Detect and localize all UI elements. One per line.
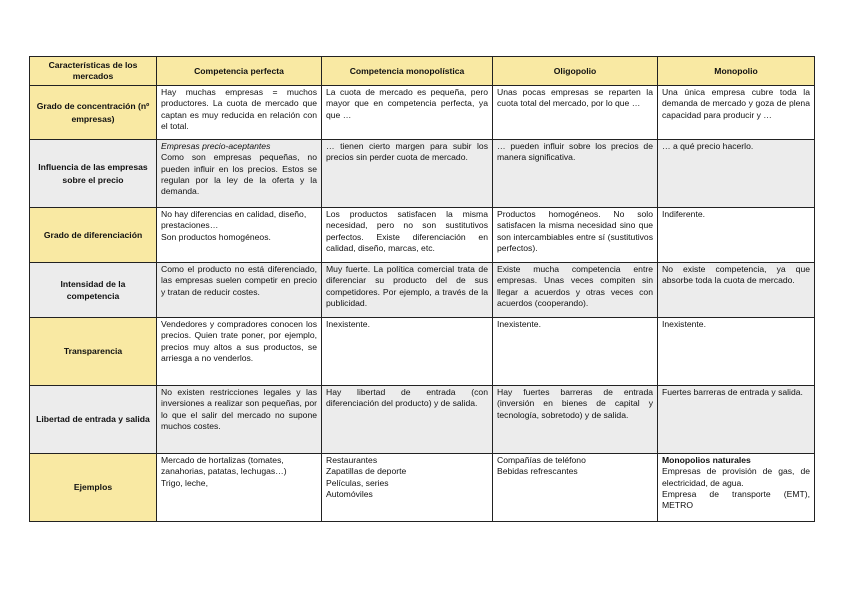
cell-monopoly (658, 454, 815, 522)
row-label: Grado de diferenciación (30, 208, 157, 263)
header-monopoly: Monopolio (658, 57, 815, 86)
cell-perfect: No existen restricciones legales y las inversiones a realizar son pequeñas, por lo que el salir del mercado no supone muchos costes. (157, 386, 322, 454)
header-perfect-competition: Competencia perfecta (157, 57, 322, 86)
cell-monopolistic: Hay libertad de entrada (con diferenciación del producto) y de salida. (322, 386, 493, 454)
cell-monopolistic: Muy fuerte. La política comercial trata de diferenciar su producto del de sus competidores. Por ejemplo, a través de la publicidad. (322, 263, 493, 318)
example-line: Películas, series (326, 477, 389, 488)
cell-oligopoly: Existe mucha competencia entre empresas. Unas veces compiten sin llegar a acuerdos y otras veces con acuerdos (cooperando). (493, 263, 658, 318)
cell-oligopoly: … pueden influir sobre los precios de manera significativa. (493, 140, 658, 208)
market-comparison-table (29, 56, 815, 522)
example-title: Monopolios naturales (662, 455, 751, 465)
cell-perfect-line-2: Son productos homogéneos. (161, 231, 271, 242)
cell-oligopoly (493, 454, 658, 522)
row-label: Libertad de entrada y salida (30, 386, 157, 454)
example-line: Bebidas refrescantes (497, 466, 578, 477)
row-differentiation (30, 208, 815, 263)
row-examples (30, 454, 815, 522)
cell-monopolistic (322, 454, 493, 522)
cell-monopoly: … a qué precio hacerlo. (658, 140, 815, 208)
row-transparency (30, 318, 815, 386)
header-monopolistic-competition: Competencia monopolística (322, 57, 493, 86)
cell-perfect (157, 140, 322, 208)
cell-oligopoly: Inexistente. (493, 318, 658, 386)
cell-monopolistic: La cuota de mercado es pequeña, pero mayor que en competencia perfecta, ya que … (322, 86, 493, 140)
cell-perfect (157, 208, 322, 263)
row-competition-intensity (30, 263, 815, 318)
row-label: Influencia de las empresas sobre el precio (30, 140, 157, 208)
example-line: Trigo, leche, (161, 477, 208, 488)
row-label: Grado de concentración (nº empresas) (30, 86, 157, 140)
row-label: Transparencia (30, 318, 157, 386)
row-label: Ejemplos (30, 454, 157, 522)
cell-monopoly: Indiferente. (658, 208, 815, 263)
cell-perfect: Hay muchas empresas = muchos productores. La cuota de mercado que captan es muy reducida en relación con el total. (157, 86, 322, 140)
cell-monopoly: Una única empresa cubre toda la demanda de mercado y goza de plena capacidad para producir y … (658, 86, 815, 140)
header-row (30, 57, 815, 86)
cell-oligopoly: Productos homogéneos. No solo satisfacen la misma necesidad sino que son intercambiables entre sí (sustitutivos perfectos). (493, 208, 658, 263)
row-concentration (30, 86, 815, 140)
example-line: Empresa de transporte (EMT), METRO (662, 489, 810, 511)
cell-perfect-text: Como son empresas pequeñas, no pueden influir en los precios. Estos se regulan por la ley de la oferta y la demanda. (161, 152, 317, 197)
row-entry-exit (30, 386, 815, 454)
example-line: Compañías de teléfono (497, 455, 586, 465)
cell-monopoly: Inexistente. (658, 318, 815, 386)
cell-perfect: Como el producto no está diferenciado, las empresas suelen competir en precio y tratan de reducir costes. (157, 263, 322, 318)
example-line: Zapatillas de deporte (326, 466, 407, 477)
row-label: Intensidad de la competencia (30, 263, 157, 318)
example-line: Mercado de hortalizas (tomates, zanahorias, patatas, lechugas…) (161, 455, 287, 477)
cell-perfect-line-1: No hay diferencias en calidad, diseño, prestaciones… (161, 209, 307, 231)
cell-perfect: Vendedores y compradores conocen los precios. Quien trate poner, por ejemplo, precios muy altos a sus productos, se arriesga a no venderlos. (157, 318, 322, 386)
cell-monopolistic: … tienen cierto margen para subir los precios sin perder cuota de mercado. (322, 140, 493, 208)
example-line: Restaurantes (326, 455, 378, 465)
header-oligopoly: Oligopolio (493, 57, 658, 86)
cell-monopolistic: Inexistente. (322, 318, 493, 386)
cell-oligopoly: Hay fuertes barreras de entrada (inversión en bienes de capital y tecnología, sobretodo) y de salida. (493, 386, 658, 454)
example-line: Empresas de provisión de gas, de electricidad, de agua. (662, 466, 810, 488)
example-line: Automóviles (326, 489, 373, 500)
header-characteristics: Características de los mercados (30, 57, 157, 86)
cell-perfect-title: Empresas precio-aceptantes (161, 141, 271, 151)
row-price-influence (30, 140, 815, 208)
cell-oligopoly: Unas pocas empresas se reparten la cuota total del mercado, por lo que … (493, 86, 658, 140)
cell-monopolistic: Los productos satisfacen la misma necesidad, pero no son sustitutivos perfectos. Existe diferenciación en calidad, diseño, marcas, etc. (322, 208, 493, 263)
cell-monopoly: No existe competencia, ya que absorbe toda la cuota de mercado. (658, 263, 815, 318)
cell-perfect (157, 454, 322, 522)
cell-monopoly: Fuertes barreras de entrada y salida. (658, 386, 815, 454)
